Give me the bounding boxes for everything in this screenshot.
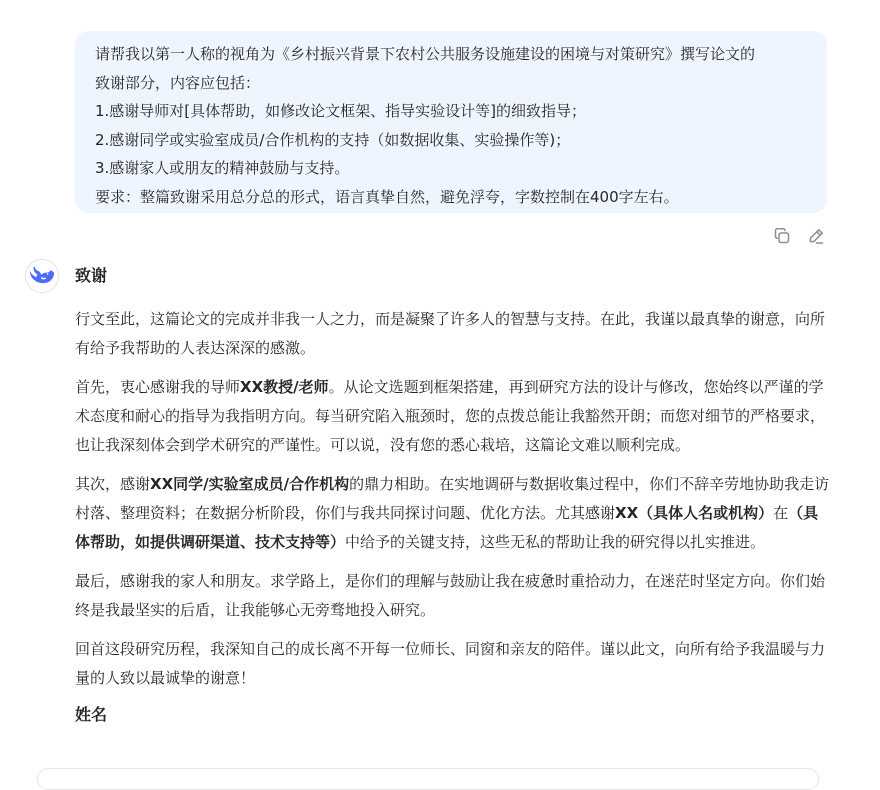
user-message-line: 1.感谢导师对[具体帮助，如修改论文框架、指导实验设计等]的细致指导； bbox=[95, 102, 587, 120]
message-actions bbox=[772, 226, 826, 246]
answer-title: 致谢 bbox=[75, 266, 108, 285]
paragraph-text: 在 bbox=[773, 504, 789, 522]
peers-placeholder: XX同学/实验室成员/合作机构 bbox=[150, 475, 350, 493]
whale-logo-icon bbox=[30, 266, 54, 286]
answer-paragraph-closing bbox=[75, 635, 831, 693]
copy-button[interactable] bbox=[772, 226, 792, 246]
edit-icon bbox=[807, 227, 825, 245]
signature-heading: 姓名 bbox=[75, 705, 108, 724]
help-placeholder: （具体帮助，如提供调研渠道、技术支持等） bbox=[75, 504, 819, 551]
user-message-bubble bbox=[75, 31, 827, 213]
answer-paragraph-family bbox=[75, 567, 831, 625]
user-message-line: 要求：整篇致谢采用总分总的形式，语言真挚自然，避免浮夸，字数控制在400字左右。 bbox=[95, 187, 679, 206]
paragraph-text: 。从论文选题到框架搭建，再到研究方法的设计与修改，您始终以严谨的学术态度和耐心的指导为我指明方向。每当研究陷入瓶颈时，您的点拨总能让我豁然开朗；而您对细节的严格要求，也让我深刻体会到学术研究的严谨性。可以说，没有您的悉心栽培，这篇论文难以顺利完成。 bbox=[75, 378, 826, 454]
paragraph-text: 最后，感谢我的家人和朋友。求学路上，是你们的理解与鼓励让我在疲惫时重拾动力，在迷茫时坚定方向。你们始终是我最坚实的后盾，让我能够心无旁骛地投入研究。 bbox=[75, 572, 826, 619]
paragraph-text: 的鼎力相助。在实地调研与数据收集过程中，你们不辞辛劳地协助我走访村落、整理资料；在数据分析阶段，你们与我共同探讨问题、优化方法。尤其感谢 bbox=[75, 475, 830, 522]
answer-paragraph-advisor bbox=[75, 373, 831, 460]
paragraph-text: 首先，衷心感谢我的导师 bbox=[75, 378, 241, 396]
assistant-answer bbox=[75, 262, 831, 729]
user-message-line: 请帮我以第一人称的视角为《乡村振兴背景下农村公共服务设施建设的困境与对策研究》撰写论文的 bbox=[95, 45, 756, 63]
user-message-line: 致谢部分，内容应包括： bbox=[95, 73, 261, 92]
paragraph-text: 中给予的关键支持，这些无私的帮助让我的研究得以扎实推进。 bbox=[345, 533, 766, 551]
copy-icon bbox=[773, 227, 791, 245]
advisor-name-placeholder: XX教授/老师 bbox=[240, 378, 329, 396]
edit-button[interactable] bbox=[806, 226, 826, 246]
chat-input-box[interactable] bbox=[37, 768, 819, 790]
assistant-avatar bbox=[25, 259, 59, 293]
person-placeholder: XX（具体人名或机构） bbox=[615, 504, 774, 522]
paragraph-text: 回首这段研究历程，我深知自己的成长离不开每一位师长、同窗和亲友的陪伴。谨以此文，向所有给予我温暖与力量的人致以最诚挚的谢意！ bbox=[75, 640, 826, 687]
answer-paragraph-intro bbox=[75, 305, 831, 363]
paragraph-text: 其次，感谢 bbox=[75, 475, 151, 493]
user-message-line: 2.感谢同学或实验室成员/合作机构的支持（如数据收集、实验操作等)； bbox=[95, 130, 571, 149]
user-message-line: 3.感谢家人或朋友的精神鼓励与支持。 bbox=[95, 159, 350, 177]
paragraph-text: 行文至此，这篇论文的完成并非我一人之力，而是凝聚了许多人的智慧与支持。在此，我谨以最真挚的谢意，向所有给予我帮助的人表达深深的感激。 bbox=[75, 310, 826, 357]
answer-paragraph-peers bbox=[75, 470, 831, 557]
